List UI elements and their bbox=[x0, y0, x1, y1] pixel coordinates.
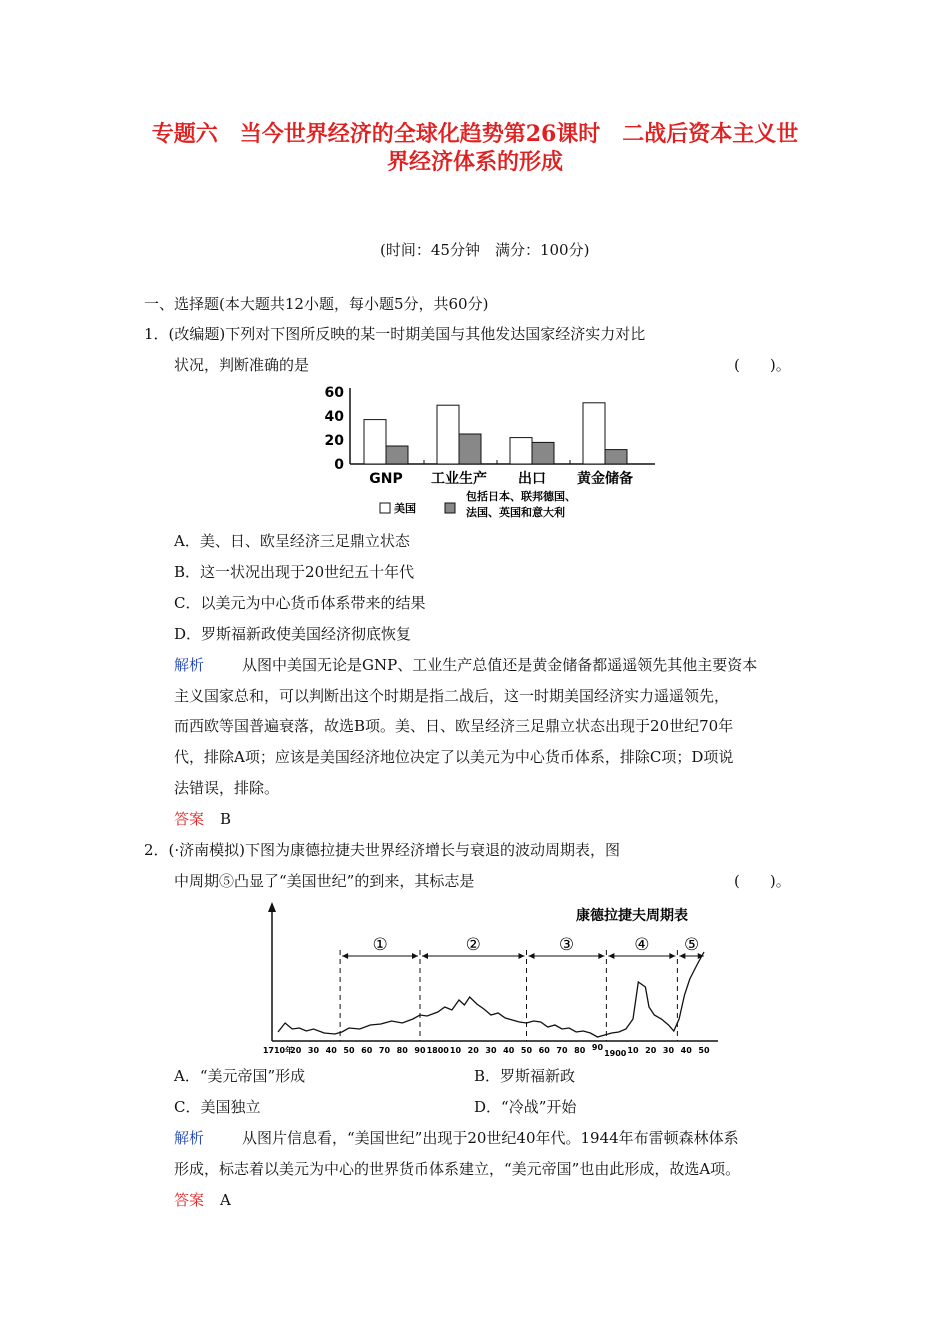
q1-analysis-line3: 而西欧等国普遍衰落，故选B项。美、日、欧呈经济三足鼎立状态出现于20世纪70年 bbox=[174, 717, 734, 735]
line-x-tick: 80 bbox=[574, 1046, 586, 1055]
q1-option-b: B．这一状况出现于20世纪五十年代 bbox=[174, 563, 415, 581]
q1-bar-chart bbox=[324, 380, 660, 526]
q2-option-d: D．“冷战”开始 bbox=[474, 1098, 577, 1116]
q2-answer-bracket: ( )。 bbox=[734, 872, 791, 890]
bar-category-label: GNP bbox=[369, 471, 403, 487]
line-x-tick: 50 bbox=[698, 1046, 710, 1055]
legend-swatch-others bbox=[445, 503, 455, 513]
q1-answer: B bbox=[220, 810, 232, 828]
line-x-tick: 40 bbox=[503, 1046, 515, 1055]
period-label: ③ bbox=[558, 935, 575, 955]
q2-analysis-line2: 形成，标志着以美元为中心的世界货币体系建立，“美元帝国”也由此形成，故选A项。 bbox=[174, 1160, 741, 1178]
line-x-tick: 1800 bbox=[426, 1046, 449, 1055]
bar-us-1 bbox=[437, 405, 459, 464]
wave-series-line bbox=[278, 952, 704, 1037]
q1-stem-line2: 状况，判断准确的是 bbox=[174, 356, 310, 374]
period-label: ① bbox=[372, 935, 388, 955]
q2-line-chart bbox=[248, 898, 728, 1058]
line-x-tick: 20 bbox=[290, 1046, 302, 1055]
bar-others-0 bbox=[386, 446, 408, 464]
section-heading: 一、选择题(本大题共12小题，每小题5分，共60分) bbox=[144, 295, 489, 313]
bar-category-label: 工业生产 bbox=[431, 471, 487, 487]
q1-option-d: D．罗斯福新政使美国经济彻底恢复 bbox=[174, 625, 412, 643]
line-y-axis-arrow bbox=[268, 902, 276, 912]
page-title-line1: 专题六 当今世界经济的全球化趋势第26课时 二战后资本主义世 bbox=[151, 121, 799, 147]
bar-us-3 bbox=[583, 403, 605, 464]
line-chart-title: 康德拉捷夫周期表 bbox=[576, 908, 688, 924]
line-x-tick: 60 bbox=[538, 1046, 550, 1055]
q1-analysis-line1: 从图中美国无论是GNP、工业生产总值还是黄金储备都遥遥领先其他主要资本 bbox=[242, 656, 758, 674]
q2-answer: A bbox=[220, 1191, 231, 1209]
bar-others-1 bbox=[459, 434, 481, 464]
bar-y-tick: 60 bbox=[324, 385, 344, 401]
q2-analysis-line1: 从图片信息看，“美国世纪”出现于20世纪40年代。1944年布雷顿森林体系 bbox=[242, 1129, 739, 1147]
q2-analysis-label: 解析 bbox=[174, 1129, 205, 1147]
period-label: ④ bbox=[634, 935, 650, 955]
line-x-tick: 10 bbox=[627, 1046, 639, 1055]
bar-y-tick: 0 bbox=[334, 457, 344, 473]
line-x-tick: 70 bbox=[556, 1046, 568, 1055]
line-x-tick: 30 bbox=[662, 1046, 675, 1055]
line-x-tick: 50 bbox=[343, 1046, 355, 1055]
line-x-tick: 90 bbox=[591, 1043, 604, 1052]
bar-others-3 bbox=[605, 450, 627, 464]
q2-stem-line2: 中周期⑤凸显了“美国世纪”的到来，其标志是 bbox=[174, 872, 475, 890]
period-label: ⑤ bbox=[683, 935, 700, 955]
bar-category-label: 出口 bbox=[518, 471, 546, 487]
line-x-tick: 1900 bbox=[604, 1049, 627, 1058]
period-label: ② bbox=[465, 935, 481, 955]
q1-option-c: C．以美元为中心货币体系带来的结果 bbox=[174, 594, 426, 612]
bar-us-0 bbox=[364, 420, 386, 464]
legend-swatch-us bbox=[380, 503, 390, 513]
q1-answer-bracket: ( )。 bbox=[734, 356, 791, 374]
line-x-tick: 70 bbox=[378, 1046, 391, 1055]
q1-answer-label: 答案 bbox=[174, 810, 205, 828]
time-score: (时间：45分钟 满分：100分) bbox=[380, 241, 590, 259]
line-x-tick: 10 bbox=[449, 1046, 462, 1055]
bar-us-2 bbox=[510, 438, 532, 464]
bar-legend bbox=[380, 489, 576, 519]
legend-label-others-2: 法国、英国和意大利 bbox=[466, 506, 565, 519]
bar-others-2 bbox=[532, 442, 554, 464]
legend-label-others-1: 包括日本、联邦德国、 bbox=[466, 490, 576, 503]
q2-option-a: A．“美元帝国”形成 bbox=[174, 1067, 306, 1085]
line-x-tick: 20 bbox=[467, 1046, 479, 1055]
q1-stem-line1: 1．(改编题)下列对下图所反映的某一时期美国与其他发达国家经济实力对比 bbox=[144, 325, 646, 343]
bar-y-tick: 40 bbox=[324, 409, 344, 425]
q1-analysis-label: 解析 bbox=[174, 656, 205, 674]
q1-analysis-line5: 法错误，排除。 bbox=[174, 779, 280, 797]
legend-label-us: 美国 bbox=[394, 502, 416, 515]
line-x-tick: 20 bbox=[645, 1046, 657, 1055]
q1-analysis-line4: 代，排除A项；应该是美国经济地位决定了以美元为中心货币体系，排除C项；D项说 bbox=[174, 748, 734, 766]
line-x-tick: 40 bbox=[325, 1046, 337, 1055]
bar-y-tick: 20 bbox=[324, 433, 344, 449]
page-title-line2: 界经济体系的形成 bbox=[386, 149, 563, 175]
q2-answer-label: 答案 bbox=[174, 1191, 205, 1209]
line-x-tick: 30 bbox=[307, 1046, 320, 1055]
line-x-tick: 30 bbox=[485, 1046, 497, 1055]
bar-category-label: 黄金储备 bbox=[577, 471, 633, 487]
q1-analysis-line2: 主义国家总和，可以判断出这个时期是指二战后，这一时期美国经济实力遥遥领先， bbox=[174, 687, 730, 705]
line-x-tick: 40 bbox=[680, 1046, 692, 1055]
q2-stem-line1: 2．(·济南模拟)下图为康德拉捷夫世界经济增长与衰退的波动周期表，图 bbox=[144, 841, 621, 859]
line-x-tick: 50 bbox=[520, 1046, 533, 1055]
line-x-tick: 1710年 bbox=[262, 1046, 294, 1055]
q1-option-a: A．美、日、欧呈经济三足鼎立状态 bbox=[174, 532, 410, 550]
line-x-tick: 60 bbox=[361, 1046, 373, 1055]
line-x-tick: 90 bbox=[414, 1046, 426, 1055]
q2-option-b: B．罗斯福新政 bbox=[474, 1067, 576, 1085]
line-x-tick: 80 bbox=[396, 1046, 408, 1055]
q2-option-c: C．美国独立 bbox=[174, 1098, 261, 1116]
